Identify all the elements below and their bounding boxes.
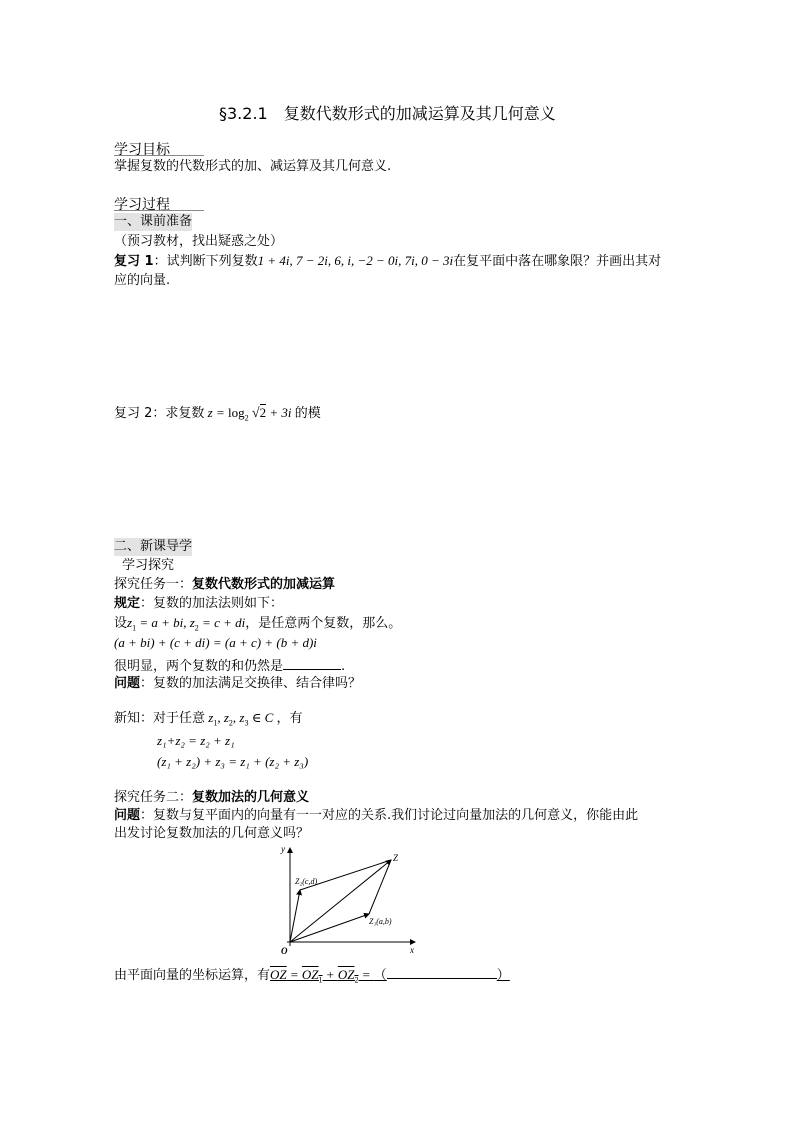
- task2-label: 探究任务二：: [114, 790, 193, 805]
- review1-math: 1 + 4i, 7 − 2i, 6, i, −2 − 0i, 7i, 0 − 3i: [257, 253, 454, 268]
- newknow-suffix: ，有: [276, 711, 303, 726]
- newknow-line: [114, 709, 303, 733]
- final-open: （: [373, 968, 387, 983]
- vector-oz: [290, 860, 391, 942]
- commutative-law: z₁+z₂ = z₂ + z₁: [157, 733, 235, 748]
- part2-sub: 学习探究: [122, 558, 175, 573]
- process-heading: 学习过程: [114, 197, 170, 213]
- associative-law: (z₁ + z₂) + z₃ = z₁ + (z₂ + z₃): [157, 754, 309, 769]
- final-prefix: 由平面向量的坐标运算，有: [114, 968, 271, 983]
- review2-line: [114, 404, 321, 428]
- obvious-line: 很明显，两个复数的和仍然是 .: [114, 656, 345, 676]
- question2-text-1: ：复数与复平面内的向量有一一对应的关系.我们讨论过向量加法的几何意义，你能由此: [140, 808, 639, 823]
- process-underline: [114, 210, 204, 211]
- x-axis-label: x: [410, 945, 414, 955]
- z-label: Z: [393, 853, 399, 863]
- review1-prefix: ：试判断下列复数: [153, 254, 258, 269]
- question1-label: 问题: [114, 676, 141, 691]
- part1-note: （预习教材，找出疑惑之处）: [114, 234, 284, 249]
- z1-label: Z₁(a,b): [369, 917, 392, 926]
- part1-heading: 一、课前准备: [114, 214, 193, 229]
- review2-suffix: 的模: [294, 406, 321, 421]
- question2-line2: 出发讨论复数加法的几何意义吗？: [114, 826, 310, 841]
- edge-z1-z: [369, 860, 391, 914]
- review1-line: [114, 252, 661, 271]
- review2-prefix: 复习 2：求复数: [114, 406, 205, 421]
- question1-line: [114, 675, 361, 693]
- vector-oz1: [290, 914, 369, 942]
- task1-label: 探究任务一：: [114, 577, 193, 592]
- task1-line: [114, 576, 335, 594]
- review1-suffix: 在复平面中落在哪象限？并画出其对: [453, 254, 662, 269]
- review2-math: $z = \log_2 √2 + 3i$: [204, 405, 295, 423]
- task1-title: 复数代数形式的加减运算: [192, 577, 336, 592]
- question2-line1: [114, 807, 638, 825]
- let-prefix: 设: [114, 616, 128, 631]
- rule-label: 规定: [114, 596, 141, 611]
- final-close: ）: [496, 968, 510, 983]
- y-axis-label: y: [281, 844, 285, 854]
- final-line: [114, 965, 510, 990]
- answer-blank-1[interactable]: [283, 656, 341, 670]
- review1-line2: 应的向量.: [114, 273, 171, 288]
- let-suffix: ，是任意两个复数，那么。: [245, 616, 402, 631]
- sum-formula: (a + bi) + (c + di) = (a + c) + (b + d)i: [114, 635, 317, 650]
- origin-label: O: [281, 946, 288, 956]
- answer-blank-2[interactable]: [387, 965, 497, 979]
- question1-text: ：复数的加法满足交换律、结合律吗？: [140, 676, 362, 691]
- let-math: $z_1 = a$ + bi, $z_2 = c$ + di: [127, 615, 246, 633]
- rule-text: ：复数的加法法则如下：: [140, 596, 284, 611]
- final-math: OZ = $OZ_1 + OZ_2$ =: [270, 967, 374, 985]
- objectives-heading: 学习目标: [114, 142, 170, 158]
- objectives-text: 掌握复数的代数形式的加、减运算及其几何意义.: [114, 159, 392, 174]
- obvious-text: 很明显，两个复数的和仍然是: [114, 659, 284, 674]
- z2-label: Z₂(c,d): [295, 877, 318, 886]
- rule-line: [114, 595, 283, 613]
- vector-oz2: [290, 890, 300, 942]
- task2-title: 复数加法的几何意义: [192, 790, 310, 805]
- objectives-underline: [114, 155, 204, 156]
- review1-label: 复习 1: [114, 254, 154, 269]
- part2-heading: 二、新课导学: [114, 539, 193, 554]
- question2-label: 问题: [114, 808, 141, 823]
- newknow-math: $z_1$, $z_2$, $z_3$ ∈ C: [205, 710, 277, 728]
- task2-line: [114, 789, 309, 807]
- newknow-prefix: 新知：对于任意: [114, 711, 206, 726]
- vector-addition-figure: [265, 842, 425, 962]
- page-title: §3.2.1 复数代数形式的加减运算及其几何意义: [219, 104, 556, 123]
